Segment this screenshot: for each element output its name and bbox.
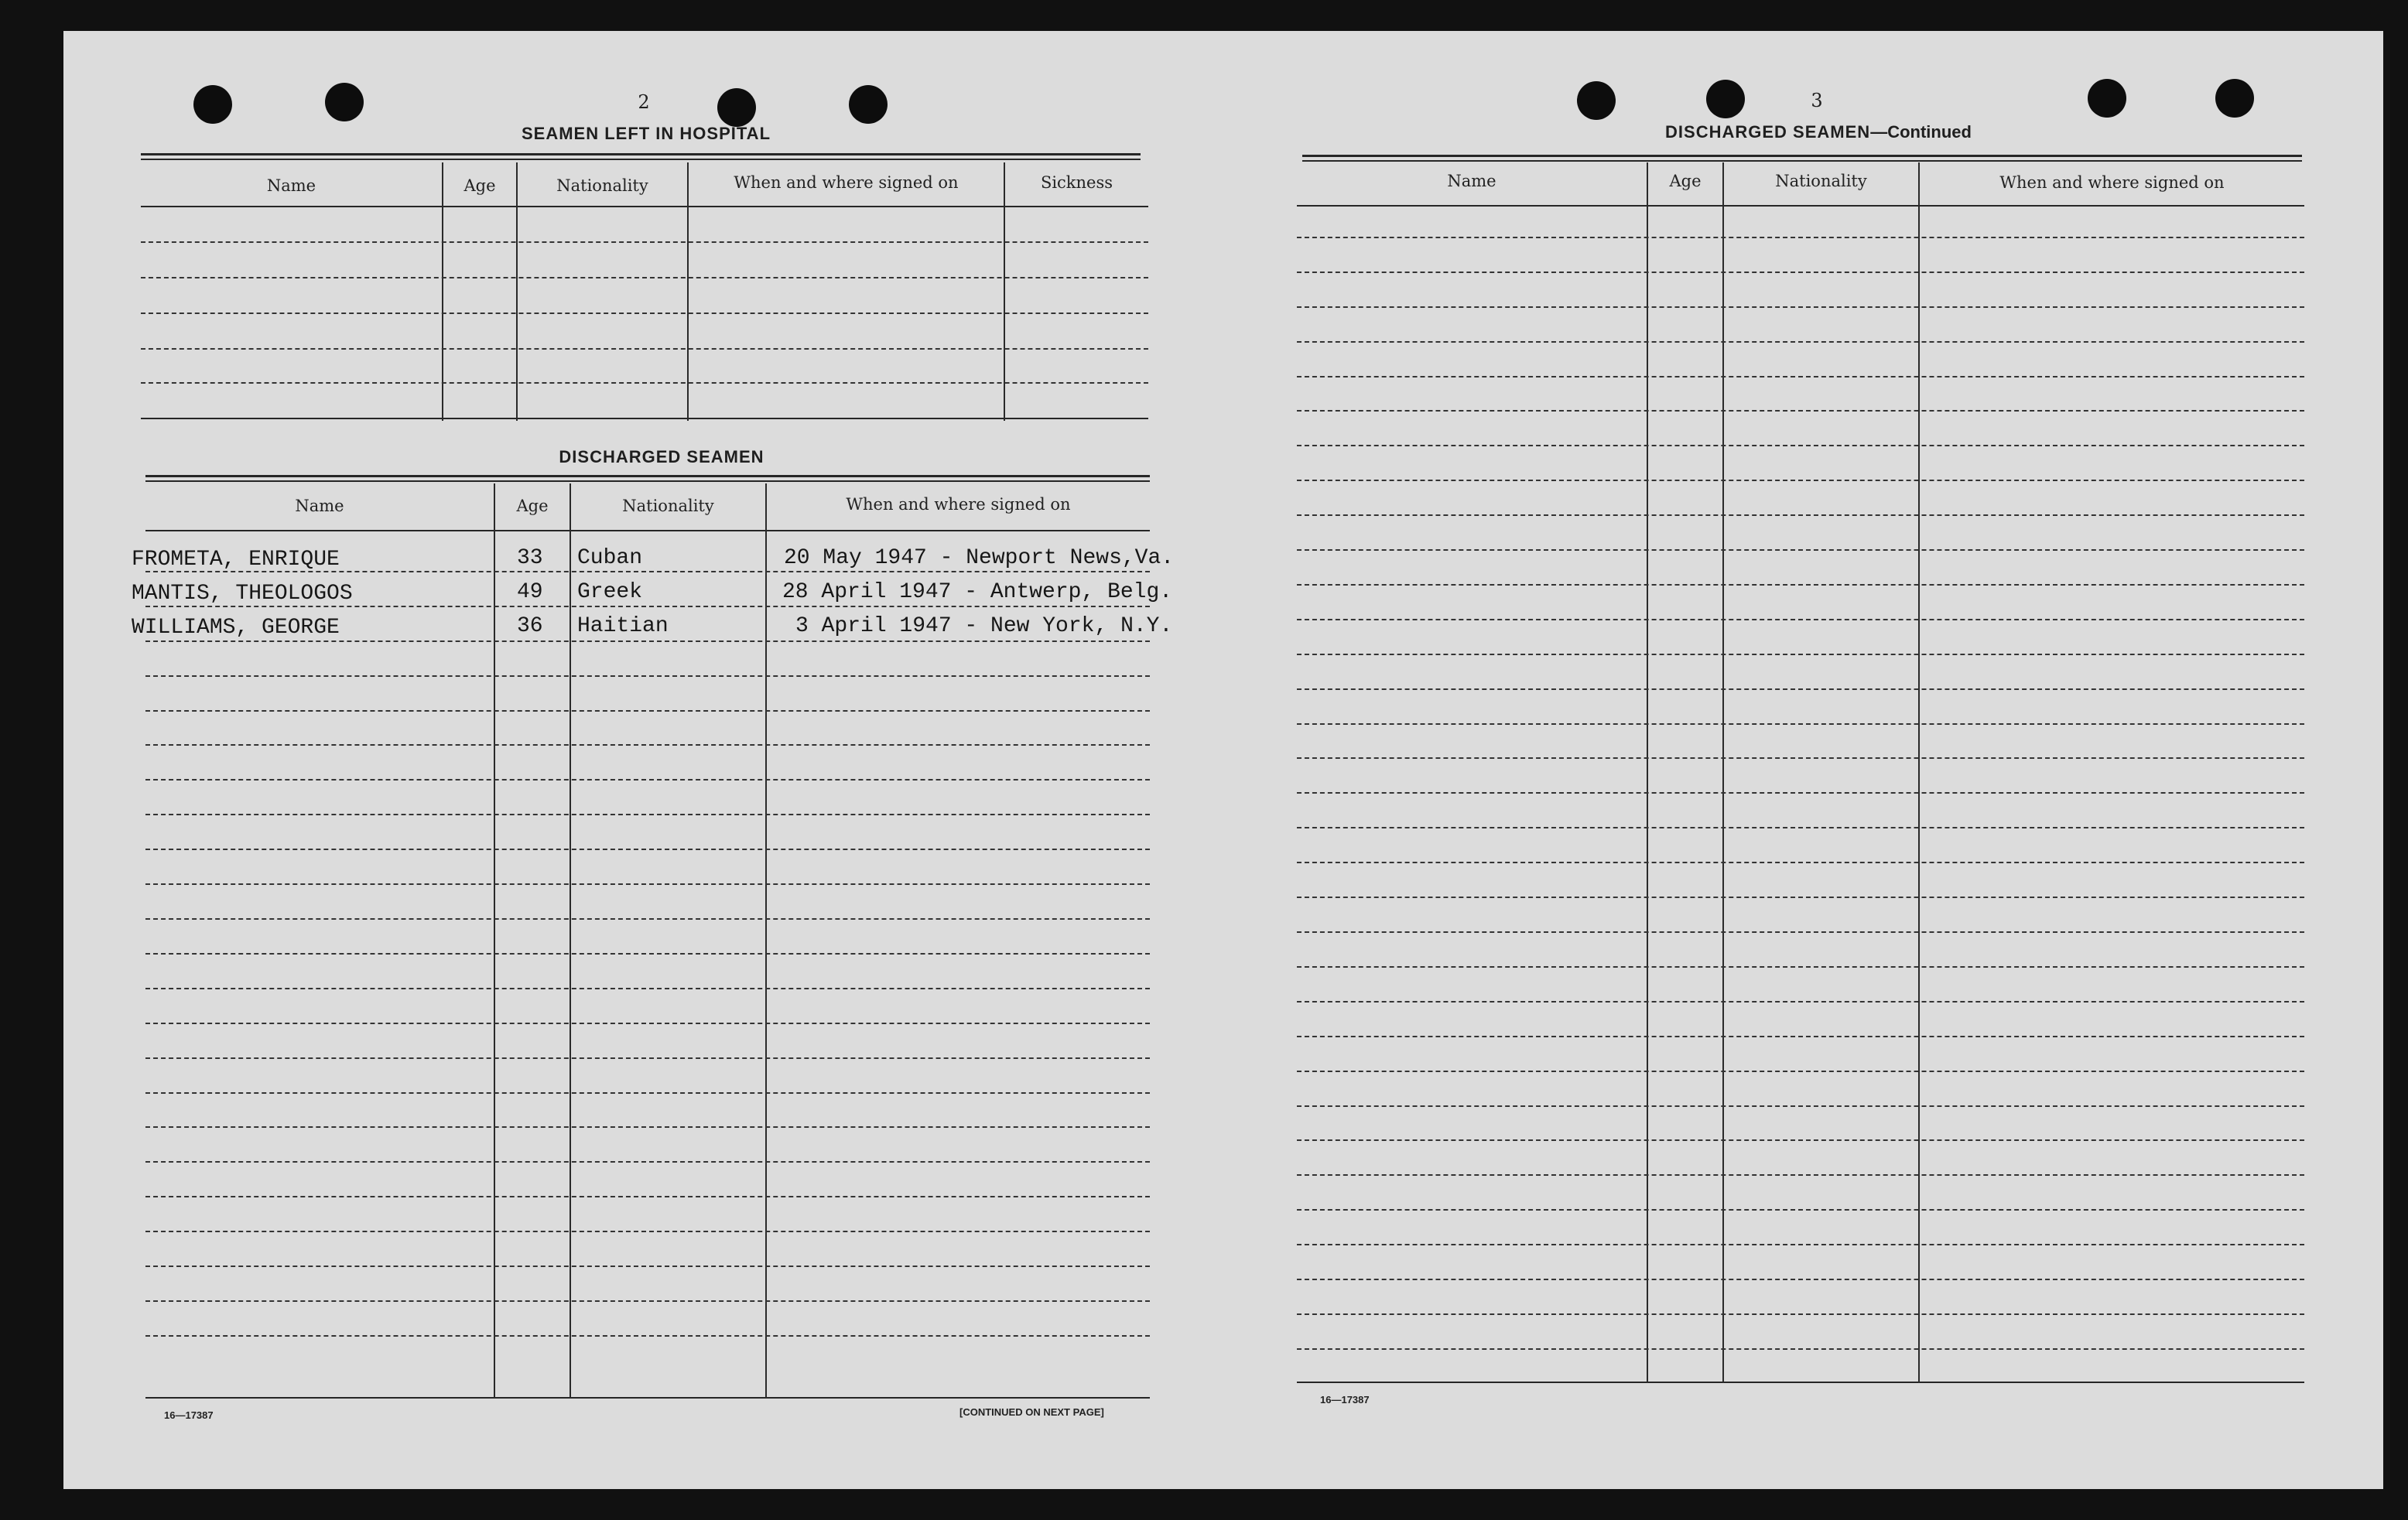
- discharged-row-line: [145, 1266, 1150, 1267]
- hospital-row-line: [141, 241, 1148, 243]
- discharged-row-line: [145, 675, 1150, 677]
- punch-hole: [2088, 79, 2126, 118]
- discharged-row-2-signed-on: 28 April 1947 - Antwerp, Belg.: [782, 580, 1173, 604]
- right-row-line: [1297, 1174, 2304, 1176]
- right-row-line: [1297, 1105, 2304, 1107]
- right-row-line: [1297, 723, 2304, 725]
- right-row-line: [1297, 549, 2304, 551]
- discharged-row-line: [145, 1126, 1150, 1128]
- page-number-right: 3: [1811, 90, 1823, 111]
- discharged-bottom-rule: [145, 1397, 1150, 1399]
- discharged-header-nationality: Nationality: [622, 497, 714, 515]
- right-row-line: [1297, 654, 2304, 655]
- discharged-row-1-name: FROMETA, ENRIQUE: [132, 548, 340, 572]
- right-row-line: [1297, 1209, 2304, 1211]
- right-row-line: [1297, 514, 2304, 516]
- discharged-section-title: DISCHARGED SEAMEN: [559, 447, 764, 466]
- discharged-row-line: [145, 1057, 1150, 1059]
- discharged-row-1-nationality: Cuban: [577, 546, 643, 570]
- hospital-top-rule-2: [141, 159, 1141, 160]
- hospital-header-sickness: Sickness: [1040, 173, 1113, 192]
- discharged-row-line: [145, 814, 1150, 815]
- hospital-header-nationality: Nationality: [556, 176, 648, 195]
- right-row-line: [1297, 688, 2304, 690]
- hospital-header-name: Name: [266, 176, 316, 195]
- discharged-row-line: [145, 606, 1150, 607]
- discharged-row-line: [145, 1092, 1150, 1094]
- discharged-row-line: [145, 779, 1150, 780]
- hospital-row-line: [141, 277, 1148, 278]
- right-row-line: [1297, 619, 2304, 620]
- hospital-header-age: Age: [463, 176, 496, 195]
- right-header-nationality: Nationality: [1775, 172, 1867, 190]
- right-row-line: [1297, 445, 2304, 446]
- right-section-title: [1586, 122, 2051, 142]
- punch-hole: [1577, 81, 1616, 120]
- form-number-left: 16—17387: [164, 1409, 214, 1421]
- hospital-row-line: [141, 382, 1148, 384]
- discharged-col-divider: [765, 483, 767, 1399]
- hospital-row-line: [141, 348, 1148, 350]
- right-row-line: [1297, 272, 2304, 273]
- right-row-line: [1297, 862, 2304, 863]
- form-number-right: 16—17387: [1320, 1394, 1370, 1406]
- discharged-row-line: [145, 1335, 1150, 1337]
- page-number-left: 2: [638, 91, 650, 113]
- continued-note: [CONTINUED ON NEXT PAGE]: [959, 1406, 1104, 1418]
- right-row-line: [1297, 931, 2304, 933]
- discharged-row-line: [145, 1300, 1150, 1302]
- right-header-signed-on: When and where signed on: [1999, 173, 2225, 192]
- right-row-line: [1297, 897, 2304, 898]
- discharged-row-line: [145, 883, 1150, 885]
- right-row-line: [1297, 1036, 2304, 1037]
- right-row-line: [1297, 1313, 2304, 1315]
- right-row-line: [1297, 1279, 2304, 1280]
- right-row-line: [1297, 966, 2304, 968]
- right-row-line: [1297, 237, 2304, 238]
- discharged-header-rule: [145, 530, 1150, 531]
- discharged-header-age: Age: [516, 497, 549, 515]
- discharged-row-line: [145, 1161, 1150, 1163]
- right-header-rule: [1297, 205, 2304, 207]
- discharged-row-1-signed-on: 20 May 1947 - Newport News,Va.: [784, 546, 1175, 570]
- ledger-sheet: [63, 31, 2383, 1489]
- discharged-header-signed-on: When and where signed on: [846, 495, 1071, 514]
- right-row-line: [1297, 792, 2304, 794]
- right-row-line: [1297, 376, 2304, 377]
- right-col-divider: [1647, 162, 1648, 1383]
- discharged-row-3-name: WILLIAMS, GEORGE: [132, 616, 340, 640]
- discharged-row-2-age: 49: [517, 580, 543, 604]
- right-bottom-rule: [1297, 1382, 2304, 1383]
- discharged-row-3-age: 36: [517, 614, 543, 638]
- hospital-header-signed-on: When and where signed on: [734, 173, 959, 192]
- discharged-row-line: [145, 1231, 1150, 1232]
- discharged-header-name: Name: [295, 497, 344, 515]
- right-header-name: Name: [1447, 172, 1496, 190]
- right-row-line: [1297, 1244, 2304, 1245]
- discharged-row-line: [145, 953, 1150, 955]
- punch-hole: [1706, 80, 1745, 118]
- discharged-top-rule: [145, 475, 1150, 477]
- right-row-line: [1297, 306, 2304, 308]
- punch-hole: [325, 83, 364, 121]
- discharged-row-2-nationality: Greek: [577, 580, 643, 604]
- discharged-row-line: [145, 571, 1150, 572]
- discharged-row-3-nationality: Haitian: [577, 614, 669, 638]
- punch-hole: [193, 85, 232, 124]
- hospital-row-line: [141, 313, 1148, 314]
- discharged-row-line: [145, 988, 1150, 989]
- discharged-row-3-signed-on: 3 April 1947 - New York, N.Y.: [795, 614, 1173, 638]
- punch-hole: [717, 88, 756, 127]
- right-section-title-main: DISCHARGED SEAMEN: [1665, 122, 1871, 142]
- right-col-divider: [1918, 162, 1920, 1383]
- discharged-row-line: [145, 1023, 1150, 1024]
- discharged-row-line: [145, 918, 1150, 920]
- hospital-header-rule: [141, 206, 1148, 207]
- discharged-row-line: [145, 849, 1150, 850]
- right-row-line: [1297, 584, 2304, 586]
- right-row-line: [1297, 1001, 2304, 1003]
- right-row-line: [1297, 1139, 2304, 1141]
- right-row-line: [1297, 1348, 2304, 1350]
- right-row-line: [1297, 1071, 2304, 1072]
- discharged-row-line: [145, 640, 1150, 642]
- hospital-section-title: SEAMEN LEFT IN HOSPITAL: [521, 124, 771, 143]
- right-top-rule-2: [1302, 160, 2302, 162]
- right-row-line: [1297, 480, 2304, 481]
- right-row-line: [1297, 341, 2304, 343]
- discharged-row-2-name: MANTIS, THEOLOGOS: [132, 582, 353, 606]
- discharged-row-1-age: 33: [517, 546, 543, 570]
- discharged-row-line: [145, 744, 1150, 746]
- right-row-line: [1297, 757, 2304, 759]
- punch-hole: [2215, 79, 2254, 118]
- right-row-line: [1297, 827, 2304, 828]
- punch-hole: [849, 85, 888, 124]
- discharged-row-line: [145, 710, 1150, 712]
- right-top-rule: [1302, 155, 2302, 157]
- hospital-bottom-rule: [141, 418, 1148, 419]
- right-section-title-suffix: —Continued: [1870, 122, 1972, 142]
- right-col-divider: [1722, 162, 1724, 1383]
- discharged-top-rule-2: [145, 480, 1150, 482]
- discharged-col-divider: [494, 483, 495, 1399]
- right-header-age: Age: [1669, 172, 1702, 190]
- discharged-col-divider: [570, 483, 571, 1399]
- hospital-top-rule: [141, 153, 1141, 155]
- discharged-row-line: [145, 1196, 1150, 1197]
- right-row-line: [1297, 410, 2304, 412]
